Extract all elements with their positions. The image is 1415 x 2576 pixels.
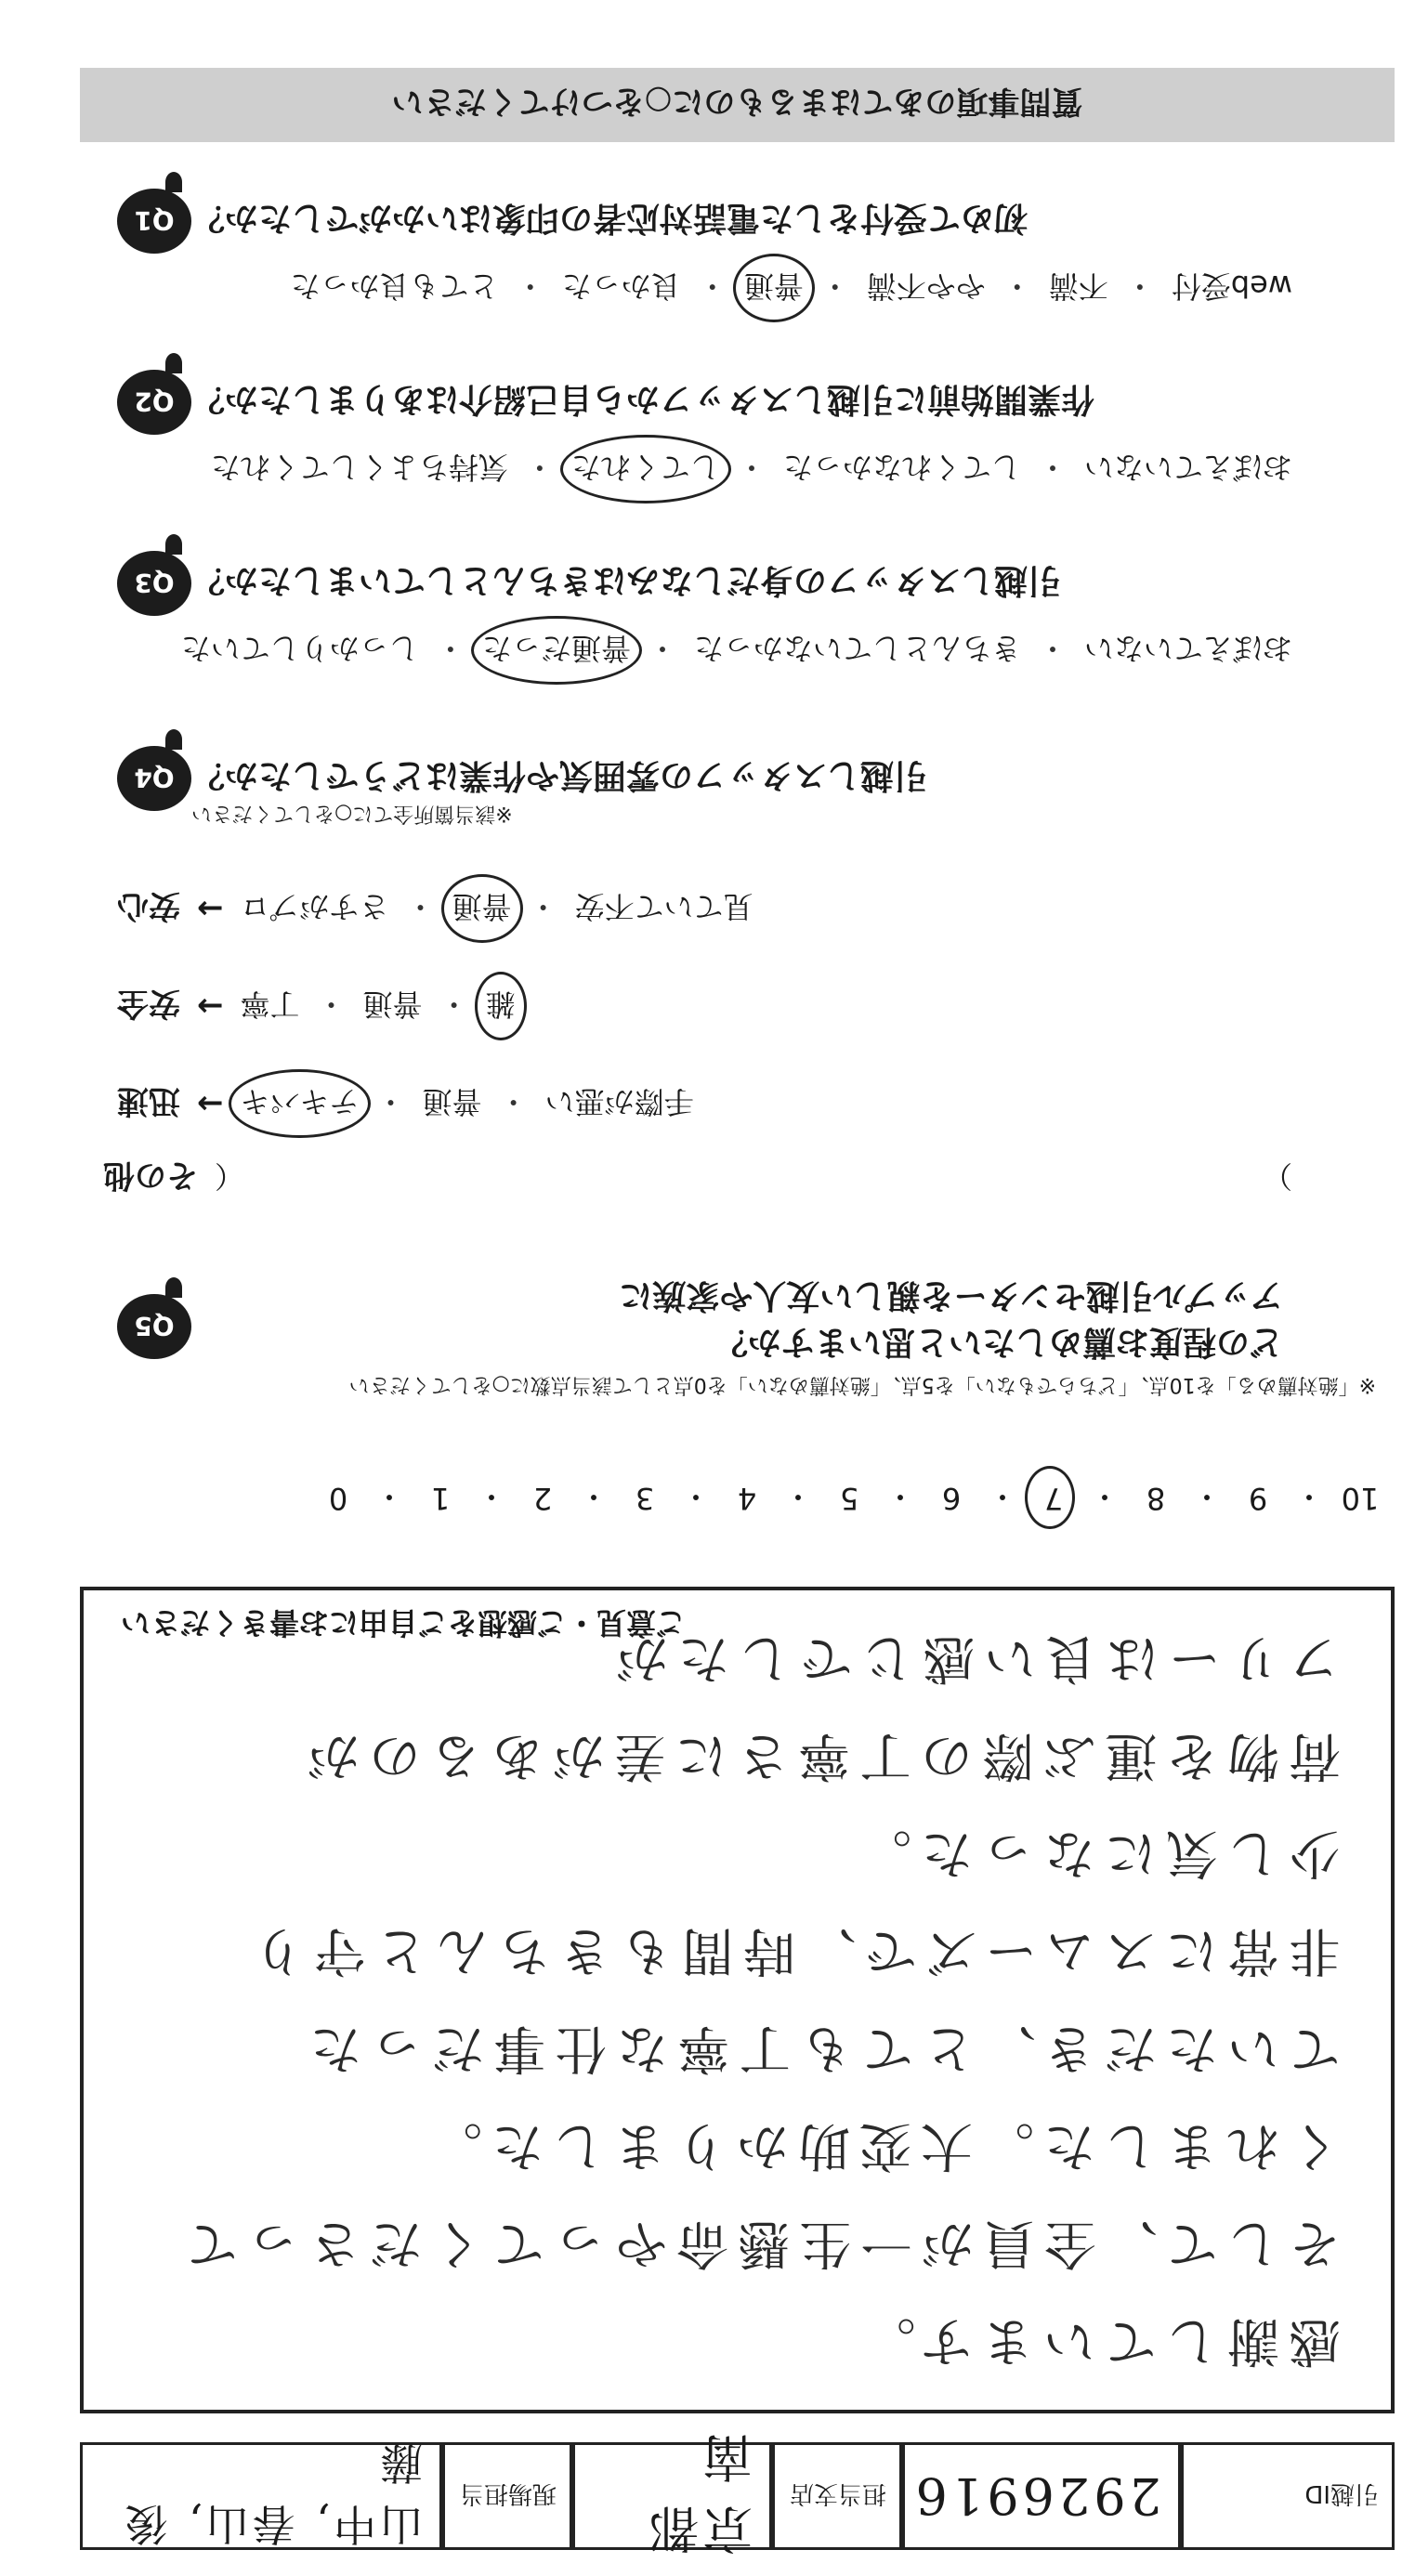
question-q1 xyxy=(80,189,1395,328)
staff-label-box xyxy=(442,2442,572,2550)
option-separator: ・ xyxy=(1037,450,1068,485)
q1-option[interactable]: web受付 xyxy=(1171,268,1292,304)
q4-row-label: 迅速 xyxy=(117,1082,180,1119)
option-separator: ・ xyxy=(697,268,727,304)
scale-number[interactable]: 1 xyxy=(430,1481,451,1516)
q4-other-open: （ xyxy=(214,1158,244,1195)
comment-line: ていただき、とても丁寧な仕事だった xyxy=(300,2018,1341,2078)
id-box xyxy=(1181,2442,1395,2550)
q4-row-label: 安全 xyxy=(117,985,180,1022)
q4-option[interactable]: 手際が悪い xyxy=(544,1084,694,1120)
comments-box[interactable] xyxy=(80,1587,1395,2413)
q2-options xyxy=(211,448,1292,490)
option-separator: ・ xyxy=(524,450,555,485)
q4-option[interactable]: テキパキ xyxy=(241,1083,360,1126)
scale-separator: ・ xyxy=(374,1479,405,1514)
branch-value-box xyxy=(572,2427,772,2557)
scale-number[interactable]: 8 xyxy=(1146,1481,1166,1516)
option-separator: ・ xyxy=(1037,631,1068,666)
q2-option[interactable]: してくれなかった xyxy=(782,450,1021,485)
q3-option[interactable]: 普通だった xyxy=(482,629,631,672)
q4-row xyxy=(117,1081,694,1127)
comment-line: フリーは良い感じでしたが xyxy=(607,1628,1341,1688)
q4-option[interactable]: 雑 xyxy=(486,986,516,1028)
comment-line: 感謝しています。 xyxy=(854,2310,1341,2371)
instruction-banner: 質問事項のあてはまるものに○をつけてください xyxy=(80,68,1395,142)
q1-option[interactable]: 普通 xyxy=(744,267,804,309)
q1-option[interactable]: やや不満 xyxy=(866,268,986,304)
option-separator: ・ xyxy=(736,450,766,485)
comment-line: そして、全員が一生懸命やってくださって xyxy=(177,2213,1341,2273)
scale-separator: ・ xyxy=(579,1479,609,1514)
comment-line: 非常にスムーズで、時間もきちんと守り xyxy=(242,1920,1341,1981)
scale-number[interactable]: 6 xyxy=(941,1481,962,1516)
q3-options xyxy=(181,629,1292,672)
scale-number-text: 7 xyxy=(1043,1481,1064,1516)
id-label: 引越ID xyxy=(1304,2479,1379,2508)
branch-label-box xyxy=(772,2442,902,2550)
selection-circle xyxy=(1025,1466,1075,1529)
recommend-scale xyxy=(179,1471,1387,1526)
id-value: 2926916 xyxy=(911,2466,1161,2526)
scale-number[interactable]: 4 xyxy=(737,1481,757,1516)
q2-option[interactable]: してくれた xyxy=(571,448,720,490)
scale-number[interactable]: 10 xyxy=(1341,1481,1380,1516)
scale-number[interactable]: 2 xyxy=(532,1481,553,1516)
q5-text-1: アップル引越センターを親しい友人や家族に xyxy=(619,1276,1283,1314)
staff-label: 現場担当 xyxy=(459,2479,557,2508)
q3-option[interactable]: おぼえていない xyxy=(1083,631,1292,666)
q1-options xyxy=(291,267,1292,309)
branch-label: 担当支店 xyxy=(789,2479,886,2508)
scale-separator: ・ xyxy=(1090,1479,1120,1514)
option-separator: ・ xyxy=(1002,268,1032,304)
q2-option[interactable]: おぼえていない xyxy=(1083,450,1292,485)
q5-note: ※「絶対薦める」を10点、「どちらでもない」を5点、「絶対薦めない」を0点として該当点数に○をしてください xyxy=(348,1373,1376,1396)
q4-option[interactable]: 普通 xyxy=(452,888,512,931)
question-q4 xyxy=(80,737,1395,1220)
question-q5 xyxy=(80,1262,1395,1410)
option-separator: ・ xyxy=(1124,268,1155,304)
scale-number[interactable] xyxy=(1027,1481,1081,1516)
comment-line: くれました。大変助かりました。 xyxy=(421,2115,1341,2176)
q1-option[interactable]: とても良かった xyxy=(290,268,499,304)
q2-text: 作業開始前に引越しスタッフから自己紹介はありましたか？ xyxy=(191,380,1095,418)
q1-text: 初めて受付をした電話対応者の印象はいかがでしたか？ xyxy=(191,199,1028,237)
header-row xyxy=(80,2427,1395,2557)
q4-row-arrow: → xyxy=(197,1085,224,1123)
option-separator: ・ xyxy=(528,889,558,925)
q4-row-label: 安心 xyxy=(117,887,180,924)
option-separator: ・ xyxy=(498,1084,529,1120)
q4-text: 引越しスタッフの雰囲気や作業はどうでしたか？ xyxy=(191,756,928,794)
option-separator: ・ xyxy=(435,631,465,666)
q1-badge: Q1 xyxy=(117,189,191,254)
scale-number[interactable]: 9 xyxy=(1248,1481,1268,1516)
q3-option[interactable]: しっかりしていた xyxy=(180,631,419,666)
q4-option[interactable]: 見ていて不安 xyxy=(574,889,753,925)
q4-other xyxy=(103,1156,1292,1201)
option-separator: ・ xyxy=(515,268,545,304)
q3-option[interactable]: きちんとしていなかった xyxy=(693,631,1021,666)
comments-title: ご意見・ご感想をご自由にお書きください xyxy=(121,1605,687,1641)
option-separator: ・ xyxy=(819,268,850,304)
q4-row-arrow: → xyxy=(197,987,224,1026)
scale-separator: ・ xyxy=(783,1479,814,1514)
q4-option[interactable]: 普通 xyxy=(362,987,423,1023)
branch-value: 京都南 xyxy=(645,2427,753,2557)
q3-text: 引越しスタッフの身だしなみはきちんとしていましたか？ xyxy=(191,561,1062,599)
scale-separator: ・ xyxy=(988,1479,1018,1514)
q1-option[interactable]: 不満 xyxy=(1048,268,1108,304)
q4-option[interactable]: 普通 xyxy=(422,1084,482,1120)
q4-other-label: その他 xyxy=(102,1157,198,1194)
q4-option[interactable]: 丁寧 xyxy=(240,987,300,1023)
scale-separator: ・ xyxy=(1294,1479,1325,1514)
question-q3 xyxy=(80,551,1395,690)
q2-option[interactable]: 気持ちよくしてくれた xyxy=(210,450,508,485)
q4-row xyxy=(117,886,753,932)
option-separator: ・ xyxy=(375,1084,406,1120)
option-separator: ・ xyxy=(405,889,436,925)
q4-note: ※該当箇所全てに○をしてください xyxy=(191,802,513,825)
q4-row xyxy=(117,984,516,1029)
scale-separator: ・ xyxy=(885,1479,916,1514)
q4-option[interactable]: さすがプロ xyxy=(240,889,389,925)
q3-badge: Q3 xyxy=(117,551,191,616)
scale-number[interactable]: 0 xyxy=(328,1481,348,1516)
q5-text-2: どの程度お薦めしたいと思いますか？ xyxy=(714,1323,1283,1361)
comment-line: 少し気になった。 xyxy=(850,1823,1341,1883)
staff-value-box xyxy=(80,2438,442,2550)
scale-separator: ・ xyxy=(477,1479,507,1514)
scale-number[interactable]: 3 xyxy=(635,1481,655,1516)
scale-separator: ・ xyxy=(1192,1479,1223,1514)
question-q2 xyxy=(80,370,1395,509)
id-value-box xyxy=(902,2442,1181,2550)
comment-line: 荷物を運ぶ際の丁寧さに差があるのが xyxy=(298,1725,1341,1785)
q5-badge: Q5 xyxy=(117,1294,191,1359)
scale-separator: ・ xyxy=(681,1479,712,1514)
option-separator: ・ xyxy=(439,987,469,1023)
staff-value: 山中, 春山, 後藤 xyxy=(121,2438,423,2549)
q1-option[interactable]: 良かった xyxy=(561,268,681,304)
q2-badge: Q2 xyxy=(117,370,191,435)
scale-number[interactable]: 5 xyxy=(839,1481,859,1516)
q4-other-close: ） xyxy=(1262,1158,1292,1195)
q4-badge: Q4 xyxy=(117,746,191,811)
option-separator: ・ xyxy=(316,987,347,1023)
q4-row-arrow: → xyxy=(197,890,224,928)
option-separator: ・ xyxy=(647,631,677,666)
